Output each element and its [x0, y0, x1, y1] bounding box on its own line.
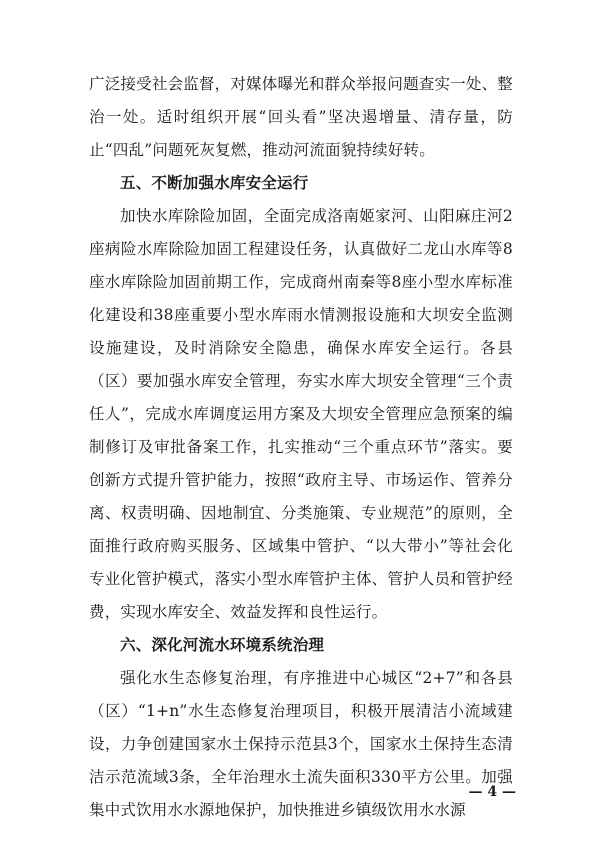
body-paragraph: 加快水库除险加固，全面完成洛南姬家河、山阳麻庄河2座病险水库除险加固工程建设任务，认真做好二龙山水库等8座水库除险加固前期工作，完成商州南秦等8座小型水库标准化建设和38座重要小型水库雨水情测报设施和大坝安全监测设施建设，及时消除安全隐患，确保水库安全运行。各县（区）要加强水库安全管理，夯实水库大坝安全管理“三个责任人”，完成水库调度运用方案及大坝安全管理应急预案的编制修订及审批备案工作，扎实推动“三个重点环节”落实。要创新方式提升管护能力，按照“政府主导、市场运作、管养分离、权责明确、因地制宜、分类施策、专业规范”的原则，全面推行政府购买服务、区域集中管护、“以大带小”等社会化专业化管护模式，落实小型水库管护主体、管护人员和管护经费，实现水库安全、效益发挥和良性运行。 [89, 207, 514, 621]
body-paragraph: 广泛接受社会监督，对媒体曝光和群众举报问题查实一处、整治一处。适时组织开展“回头看”坚决遏增量、清存量，防止“四乱”问题死灰复燃，推动河流面貌持续好转。 [89, 75, 513, 159]
section-heading: 六、深化河流水环境系统治理 [120, 636, 325, 654]
section-heading: 五、不断加强水库安全运行 [120, 174, 309, 192]
document-body [89, 68, 513, 827]
page-number: — 4 — [468, 784, 516, 800]
body-paragraph: 强化水生态修复治理，有序推进中心城区“2+7”和各县（区）“1+n”水生态修复治理项目，积极开展清洁小流域建设，力争创建国家水土保持示范县3个，国家水土保持生态清洁示范流域3条，全年治理水土流失面积330平方公里。加强集中式饮用水水源地保护，加快推进乡镇级饮用水水源 [89, 669, 513, 819]
